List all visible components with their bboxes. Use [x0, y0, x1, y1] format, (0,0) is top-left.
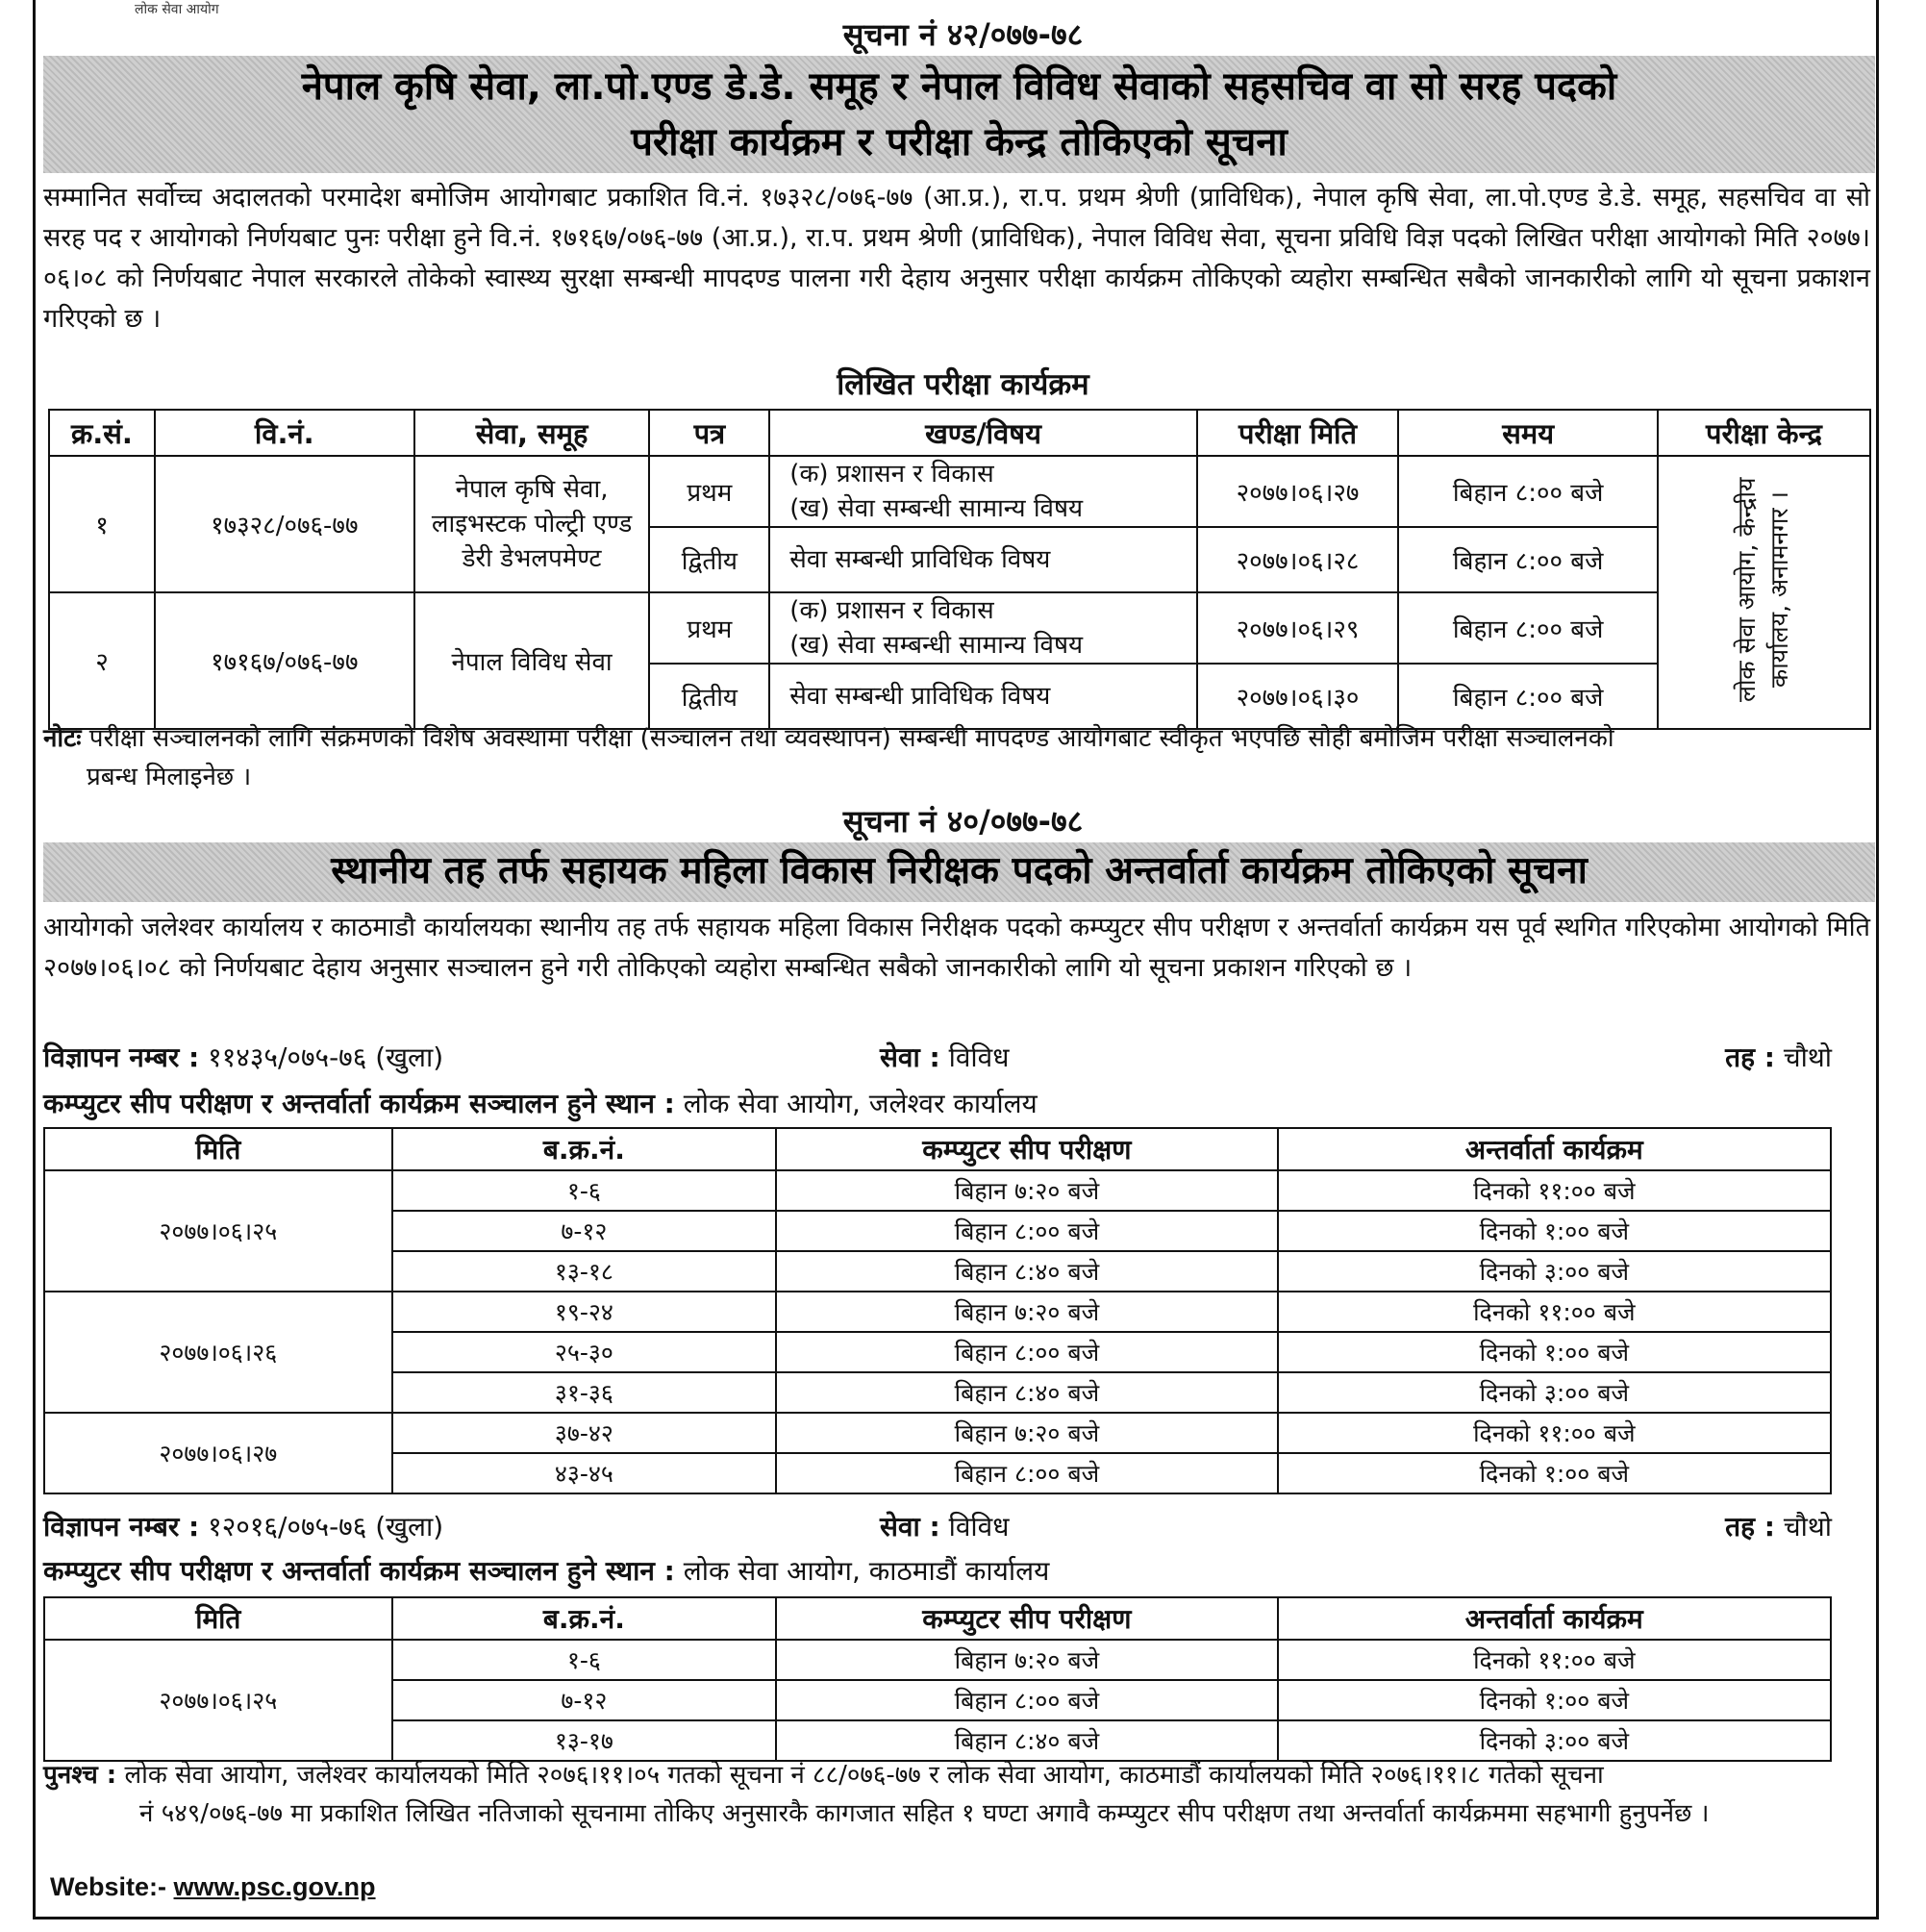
written-exam-table	[48, 409, 1871, 730]
service-label: सेवा :	[880, 1511, 940, 1543]
adv-label: विज्ञापन नम्बर :	[43, 1041, 200, 1073]
level-label: तह :	[1725, 1511, 1775, 1543]
venue-label: कम्प्युटर सीप परीक्षण र अन्तर्वार्ता कार्यक्रम सञ्चालन हुने स्थान :	[43, 1088, 675, 1119]
block1-venue	[43, 1085, 1038, 1121]
venue-value: लोक सेवा आयोग, काठमाडौं कार्यालय	[683, 1555, 1050, 1587]
cell-interview-time: दिनको ३:०० बजे	[1278, 1251, 1831, 1292]
subject-line: (क) प्रशासन र विकास	[789, 460, 994, 489]
venue-value: लोक सेवा आयोग, जलेश्वर कार्यालय	[683, 1088, 1038, 1119]
cell-roll: ३१-३६	[392, 1372, 777, 1413]
cell-interview-time: दिनको १:०० बजे	[1278, 1211, 1831, 1251]
website-label: Website:-	[50, 1872, 167, 1901]
notice-number-40: सूचना नं ४०/०७७-७८	[842, 803, 1084, 840]
adv-value: १२०१६/०७५-७६ (खुला)	[208, 1511, 444, 1543]
cell-interview-time: दिनको ११:०० बजे	[1278, 1640, 1831, 1680]
col-header-subject: खण्ड/विषय	[769, 410, 1196, 456]
cell-interview-time: दिनको ११:०० बजे	[1278, 1292, 1831, 1332]
table-header-row	[44, 1128, 1831, 1170]
cell-roll: १३-१८	[392, 1251, 777, 1292]
cell-paper: द्वितीय	[649, 527, 769, 592]
cell-subject	[769, 592, 1196, 664]
cell-exam-date: २०७७।०६।२८	[1197, 527, 1399, 592]
cell-interview-time: दिनको ३:०० बजे	[1278, 1372, 1831, 1413]
cell-interview-time: दिनको १:०० बजे	[1278, 1453, 1831, 1493]
cell-roll: ७-१२	[392, 1211, 777, 1251]
cell-adv-no: १७१६७/०७६-७७	[155, 592, 414, 729]
exam-center-text: लोक सेवा आयोग, केन्द्रीय कार्यालय, अनामनगर ।	[1733, 477, 1794, 702]
cell-sn: २	[49, 592, 155, 729]
col-header-exam-date: परीक्षा मिति	[1197, 410, 1399, 456]
service-label: सेवा :	[880, 1041, 940, 1073]
table-header-row	[49, 410, 1870, 456]
col-header-adv-no: वि.नं.	[155, 410, 414, 456]
notice1-title-line2: परीक्षा कार्यक्रम र परीक्षा केन्द्र तोकिएको सूचना	[631, 120, 1288, 164]
cell-interview-time: दिनको ११:०० बजे	[1278, 1170, 1831, 1211]
col-header-computer-skill: कम्प्युटर सीप परीक्षण	[776, 1597, 1277, 1640]
col-header-roll-no: ब.क्र.नं.	[392, 1597, 777, 1640]
block1-level	[1725, 1039, 1832, 1075]
cell-roll: २५-३०	[392, 1332, 777, 1372]
cell-skill-time: बिहान ८:०० बजे	[776, 1680, 1277, 1720]
table-row	[44, 1170, 1831, 1211]
postscript-text: लोक सेवा आयोग, जलेश्वर कार्यालयको मिति २०७६।११।०५ गतको सूचना नं ८८/०७६-७७ र लोक सेवा आयोग, काठमाडौं कार्यालयको मिति २०७६।११।८ गतेको सूचना	[124, 1761, 1604, 1790]
level-value: चौथो	[1783, 1511, 1832, 1543]
cell-skill-time: बिहान ८:०० बजे	[776, 1211, 1277, 1251]
website-footer	[50, 1872, 376, 1902]
table-row	[49, 456, 1870, 527]
level-label: तह :	[1725, 1041, 1775, 1073]
cell-skill-time: बिहान ७:२० बजे	[776, 1640, 1277, 1680]
written-exam-table-title: लिखित परीक्षा कार्यक्रम	[837, 367, 1089, 402]
service-value: विविध	[948, 1511, 1010, 1543]
postscript	[43, 1756, 1870, 1833]
cell-roll: १-६	[392, 1640, 777, 1680]
notice-number-42: सूचना नं ४२/०७७-७८	[842, 16, 1084, 53]
cell-subject: सेवा सम्बन्धी प्राविधिक विषय	[769, 527, 1196, 592]
block2-service	[880, 1508, 1009, 1544]
col-header-sn: क्र.सं.	[49, 410, 155, 456]
cell-date: २०७७।०६।२५	[44, 1640, 392, 1761]
cell-skill-time: बिहान ८:०० बजे	[776, 1453, 1277, 1493]
col-header-interview: अन्तर्वार्ता कार्यक्रम	[1278, 1128, 1831, 1170]
cell-roll: १९-२४	[392, 1292, 777, 1332]
cell-interview-time: दिनको ११:०० बजे	[1278, 1413, 1831, 1453]
cell-skill-time: बिहान ८:०० बजे	[776, 1332, 1277, 1372]
note-text: परीक्षा सञ्चालनको लागि संक्रमणको विशेष अवस्थामा परीक्षा (सञ्चालन तथा व्यवस्थापन) सम्बन्धी मापदण्ड आयोगबाट स्वीकृत भएपछि सोही बमोजिम परीक्षा सञ्चालनको	[88, 724, 1614, 753]
cell-roll: १-६	[392, 1170, 777, 1211]
block2-adv-number	[43, 1508, 443, 1544]
note-label: नोटः	[43, 724, 82, 753]
col-header-paper: पत्र	[649, 410, 769, 456]
table-row	[44, 1413, 1831, 1453]
cell-service: नेपाल विविध सेवा	[414, 592, 650, 729]
cell-sn: १	[49, 456, 155, 592]
cell-skill-time: बिहान ८:४० बजे	[776, 1720, 1277, 1761]
cell-subject: सेवा सम्बन्धी प्राविधिक विषय	[769, 664, 1196, 729]
cell-paper: द्वितीय	[649, 664, 769, 729]
col-header-roll-no: ब.क्र.नं.	[392, 1128, 777, 1170]
website-link[interactable]: www.psc.gov.np	[173, 1872, 376, 1901]
service-value: विविध	[948, 1041, 1010, 1073]
block2-interview-table	[43, 1596, 1832, 1762]
notice1-body: सम्मानित सर्वोच्च अदालतको परमादेश बमोजिम आयोगबाट प्रकाशित वि.नं. १७३२८/०७६-७७ (आ.प्र.), रा.प. प्रथम श्रेणी (प्राविधिक), नेपाल कृषि सेवा, ला.पो.एण्ड डे.डे. समूह, सहसचिव वा सो सरह पद र आयोगको निर्णयबाट पुनः परीक्षा हुने वि.नं. १७१६७/०७६-७७ (आ.प्र.), रा.प. प्रथम श्रेणी (प्राविधिक), नेपाल विविध सेवा, सूचना प्रविधि विज्ञ पदको लिखित परीक्षा आयोगको मिति २०७७।०६।०८ को निर्णयबाट नेपाल सरकारले तोकेको स्वास्थ्य सुरक्षा सम्बन्धी मापदण्ड पालना गरी देहाय अनुसार परीक्षा कार्यक्रम तोकिएको व्यहोरा सम्बन्धित सबैको जानकारीको लागि यो सूचना प्रकाशन गरिएको छ ।	[43, 183, 1870, 334]
cell-interview-time: दिनको १:०० बजे	[1278, 1332, 1831, 1372]
notice1-note	[43, 719, 1870, 796]
cell-interview-time: दिनको १:०० बजे	[1278, 1680, 1831, 1720]
adv-label: विज्ञापन नम्बर :	[43, 1511, 200, 1543]
subject-line: (ख) सेवा सम्बन्धी सामान्य विषय	[789, 631, 1084, 660]
cell-skill-time: बिहान ७:२० बजे	[776, 1413, 1277, 1453]
cell-exam-date: २०७७।०६।२७	[1197, 456, 1399, 527]
col-header-date: मिति	[44, 1597, 392, 1640]
subject-line: (क) प्रशासन र विकास	[789, 596, 994, 625]
cell-date: २०७७।०६।२७	[44, 1413, 392, 1493]
block1-info-line	[43, 1039, 1832, 1077]
block2-info-line	[43, 1508, 1832, 1546]
level-value: चौथो	[1783, 1041, 1832, 1073]
notice2-title-banner: स्थानीय तह तर्फ सहायक महिला विकास निरीक्षक पदको अन्तर्वार्ता कार्यक्रम तोकिएको सूचना	[43, 842, 1875, 902]
postscript-text-continued: नं ५४९/०७६-७७ मा प्रकाशित लिखित नतिजाको सूचनामा तोकिए अनुसारकै कागजात सहित १ घण्टा अगावै कम्प्युटर सीप परीक्षण तथा अन्तर्वार्ता कार्यक्रममा सहभागी हुनुपर्नेछ ।	[139, 1799, 1710, 1828]
adv-value: ११४३५/०७५-७६ (खुला)	[208, 1041, 444, 1073]
block1-service	[880, 1039, 1009, 1075]
block1-adv-number	[43, 1039, 443, 1075]
block2-level	[1725, 1508, 1832, 1544]
notice1-title-line1: नेपाल कृषि सेवा, ला.पो.एण्ड डे.डे. समूह र नेपाल विविध सेवाको सहसचिव वा सो सरह पदको	[301, 64, 1617, 109]
block1-interview-table	[43, 1127, 1832, 1494]
cell-adv-no: १७३२८/०७६-७७	[155, 456, 414, 592]
col-header-interview: अन्तर्वार्ता कार्यक्रम	[1278, 1597, 1831, 1640]
cell-time: बिहान ८:०० बजे	[1398, 456, 1658, 527]
subject-line: (ख) सेवा सम्बन्धी सामान्य विषय	[789, 494, 1084, 523]
venue-label: कम्प्युटर सीप परीक्षण र अन्तर्वार्ता कार्यक्रम सञ्चालन हुने स्थान :	[43, 1555, 675, 1587]
postscript-label: पुनश्च :	[43, 1761, 117, 1790]
cell-paper: प्रथम	[649, 456, 769, 527]
top-cut-text: लोक सेवा आयोग	[135, 2, 219, 17]
col-header-time: समय	[1398, 410, 1658, 456]
cell-date: २०७७।०६।२५	[44, 1170, 392, 1292]
cell-roll: ३७-४२	[392, 1413, 777, 1453]
cell-date: २०७७।०६।२६	[44, 1292, 392, 1413]
col-header-exam-center: परीक्षा केन्द्र	[1658, 410, 1870, 456]
table-row	[49, 592, 1870, 664]
cell-interview-time: दिनको ३:०० बजे	[1278, 1720, 1831, 1761]
table-row	[44, 1640, 1831, 1680]
cell-skill-time: बिहान ७:२० बजे	[776, 1170, 1277, 1211]
cell-roll: ४३-४५	[392, 1453, 777, 1493]
block2-venue	[43, 1552, 1049, 1589]
notice2-body: आयोगको जलेश्वर कार्यालय र काठमाडौ कार्यालयका स्थानीय तह तर्फ सहायक महिला विकास निरीक्षक पदको कम्प्युटर सीप परीक्षण र अन्तर्वार्ता कार्यक्रम यस पूर्व स्थगित गरिएकोमा आयोगको मिति २०७७।०६।०८ को निर्णयबाट देहाय अनुसार सञ्चालन हुने गरी तोकिएको व्यहोरा सम्बन्धित सबैको जानकारीको लागि यो सूचना प्रकाशन गरिएको छ ।	[43, 913, 1870, 983]
cell-time: बिहान ८:०० बजे	[1398, 664, 1658, 729]
cell-exam-center	[1658, 456, 1870, 729]
cell-service: नेपाल कृषि सेवा, लाइभस्टक पोल्ट्री एण्ड डेरी डेभलपमेण्ट	[414, 456, 650, 592]
cell-skill-time: बिहान ८:४० बजे	[776, 1251, 1277, 1292]
col-header-computer-skill: कम्प्युटर सीप परीक्षण	[776, 1128, 1277, 1170]
table-header-row	[44, 1597, 1831, 1640]
cell-time: बिहान ८:०० बजे	[1398, 592, 1658, 664]
notice1-title-banner	[43, 56, 1875, 173]
cell-time: बिहान ८:०० बजे	[1398, 527, 1658, 592]
col-header-date: मिति	[44, 1128, 392, 1170]
col-header-service: सेवा, समूह	[414, 410, 650, 456]
cell-exam-date: २०७७।०६।३०	[1197, 664, 1399, 729]
cell-skill-time: बिहान ७:२० बजे	[776, 1292, 1277, 1332]
cell-roll: १३-१७	[392, 1720, 777, 1761]
cell-subject	[769, 456, 1196, 527]
note-text-continued: प्रबन्ध मिलाइनेछ ।	[87, 763, 252, 791]
cell-skill-time: बिहान ८:४० बजे	[776, 1372, 1277, 1413]
cell-roll: ७-१२	[392, 1680, 777, 1720]
cell-paper: प्रथम	[649, 592, 769, 664]
table-row	[44, 1292, 1831, 1332]
cell-exam-date: २०७७।०६।२९	[1197, 592, 1399, 664]
